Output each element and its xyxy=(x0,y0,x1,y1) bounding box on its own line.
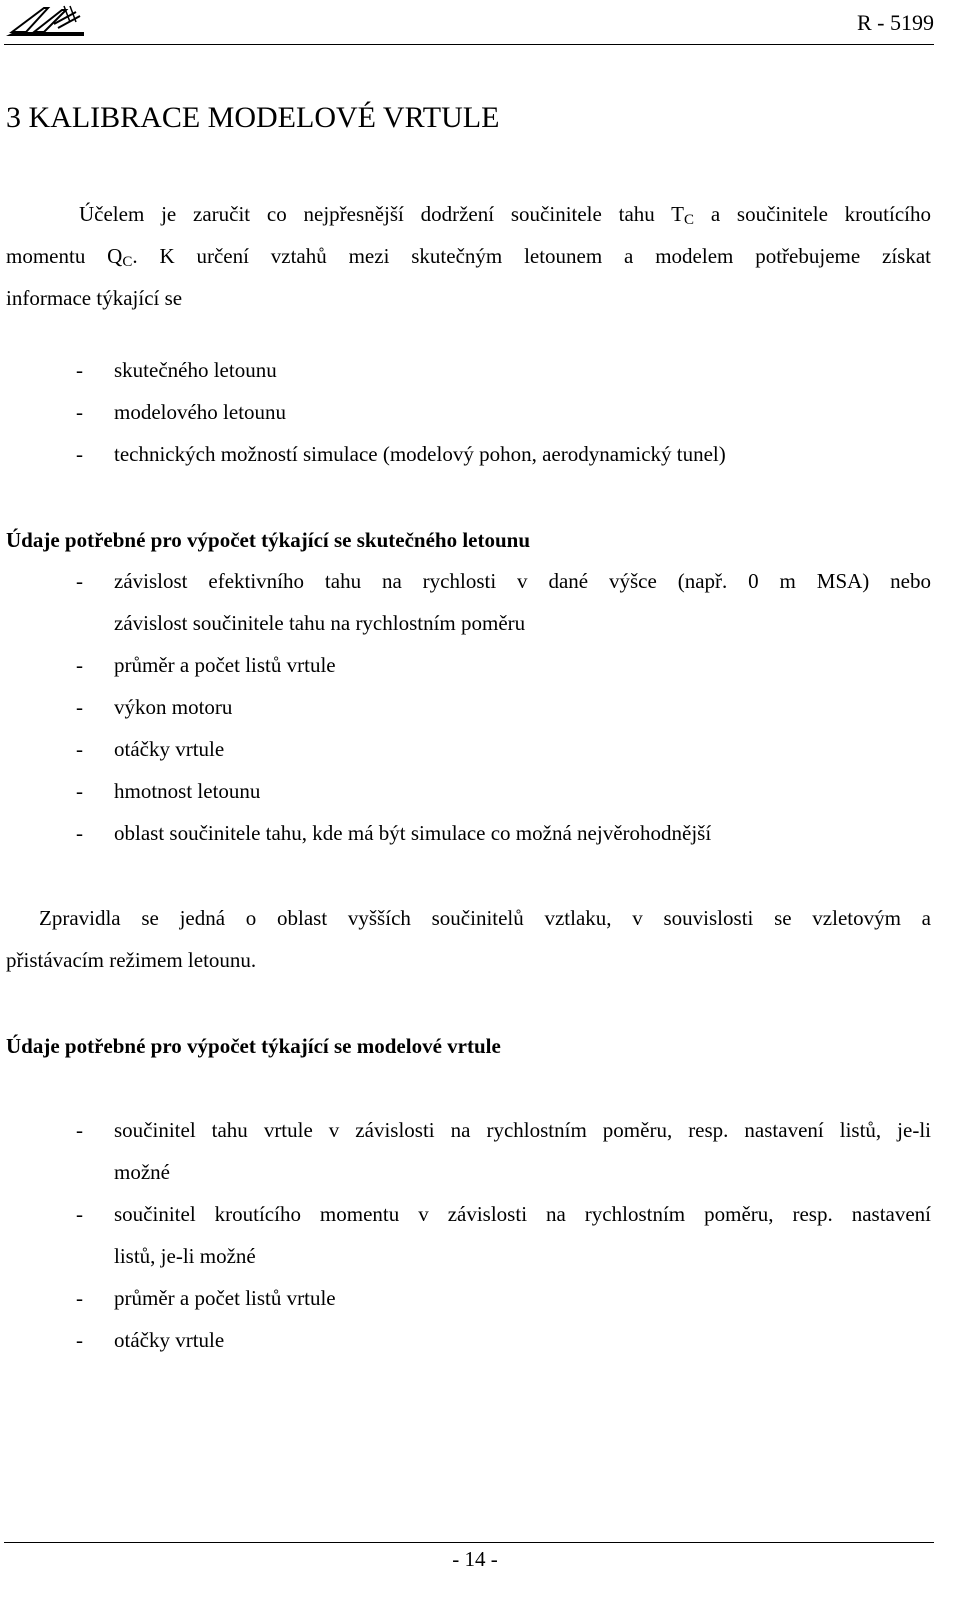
footer-divider xyxy=(4,1542,934,1543)
list-item: - součinitel tahu vrtule v závislosti na rychlostním poměru, resp. nastavení listů, je-li možné xyxy=(76,1118,931,1184)
intro-line-2: momentu $Q_C$. K určení vztahů mezi skutečným letounem a modelem potřebujeme získat xyxy=(6,244,931,270)
list-item: - průměr a počet listů vrtule xyxy=(76,1286,336,1310)
list-item: - otáčky vrtule xyxy=(76,737,225,761)
header-divider xyxy=(4,44,934,45)
list-item: - oblast součinitele tahu, kde má být simulace co možná nejvěrohodnější xyxy=(76,821,712,845)
page-header xyxy=(0,0,960,48)
note-line-1: Zpravidla se jedná o oblast vyšších součinitelů vztlaku, v souvislosti se vzletovým a xyxy=(39,906,931,930)
list-item: - otáčky vrtule xyxy=(76,1328,225,1352)
list-item: - hmotnost letounu xyxy=(76,779,261,803)
list-item: - závislost efektivního tahu na rychlosti v dané výšce (např. 0 m MSA) nebo závislost součinitele tahu na rychlostním poměru xyxy=(76,569,931,635)
list-item: - skutečného letounu xyxy=(76,358,277,382)
note-line-2: přistávacím režimem letounu. xyxy=(6,948,257,972)
list-item: - modelového letounu xyxy=(76,400,287,424)
note-paragraph xyxy=(6,897,931,981)
heading-aircraft-data: Údaje potřebné pro výpočet týkající se skutečného letounu xyxy=(6,528,531,552)
list-item: - průměr a počet listů vrtule xyxy=(76,653,336,677)
intro-line-1: Účelem je zaručit co nejpřesnější dodržení součinitele tahu $T_C$ a součinitele kroutícího xyxy=(79,202,931,228)
list-item: - technických možností simulace (modelový pohon, aerodynamický tunel) xyxy=(76,442,726,466)
document-code: R - 5199 xyxy=(857,10,934,35)
list-item: - součinitel kroutícího momentu v závislosti na rychlostním poměru, resp. nastavení listů, je-li možné xyxy=(76,1202,931,1268)
intro-paragraph xyxy=(6,193,931,319)
model-data-list xyxy=(76,1109,931,1361)
page-number: - 14 - xyxy=(452,1547,498,1571)
aircraft-data-list xyxy=(76,560,931,854)
section-title: 3 KALIBRACE MODELOVÉ VRTULE xyxy=(6,101,500,134)
heading-model-data: Údaje potřebné pro výpočet týkající se modelové vrtule xyxy=(6,1034,501,1058)
intro-line-3: informace týkající se xyxy=(6,286,183,310)
institute-logo-icon xyxy=(4,2,86,40)
info-list xyxy=(76,349,931,475)
list-item: - výkon motoru xyxy=(76,695,233,719)
